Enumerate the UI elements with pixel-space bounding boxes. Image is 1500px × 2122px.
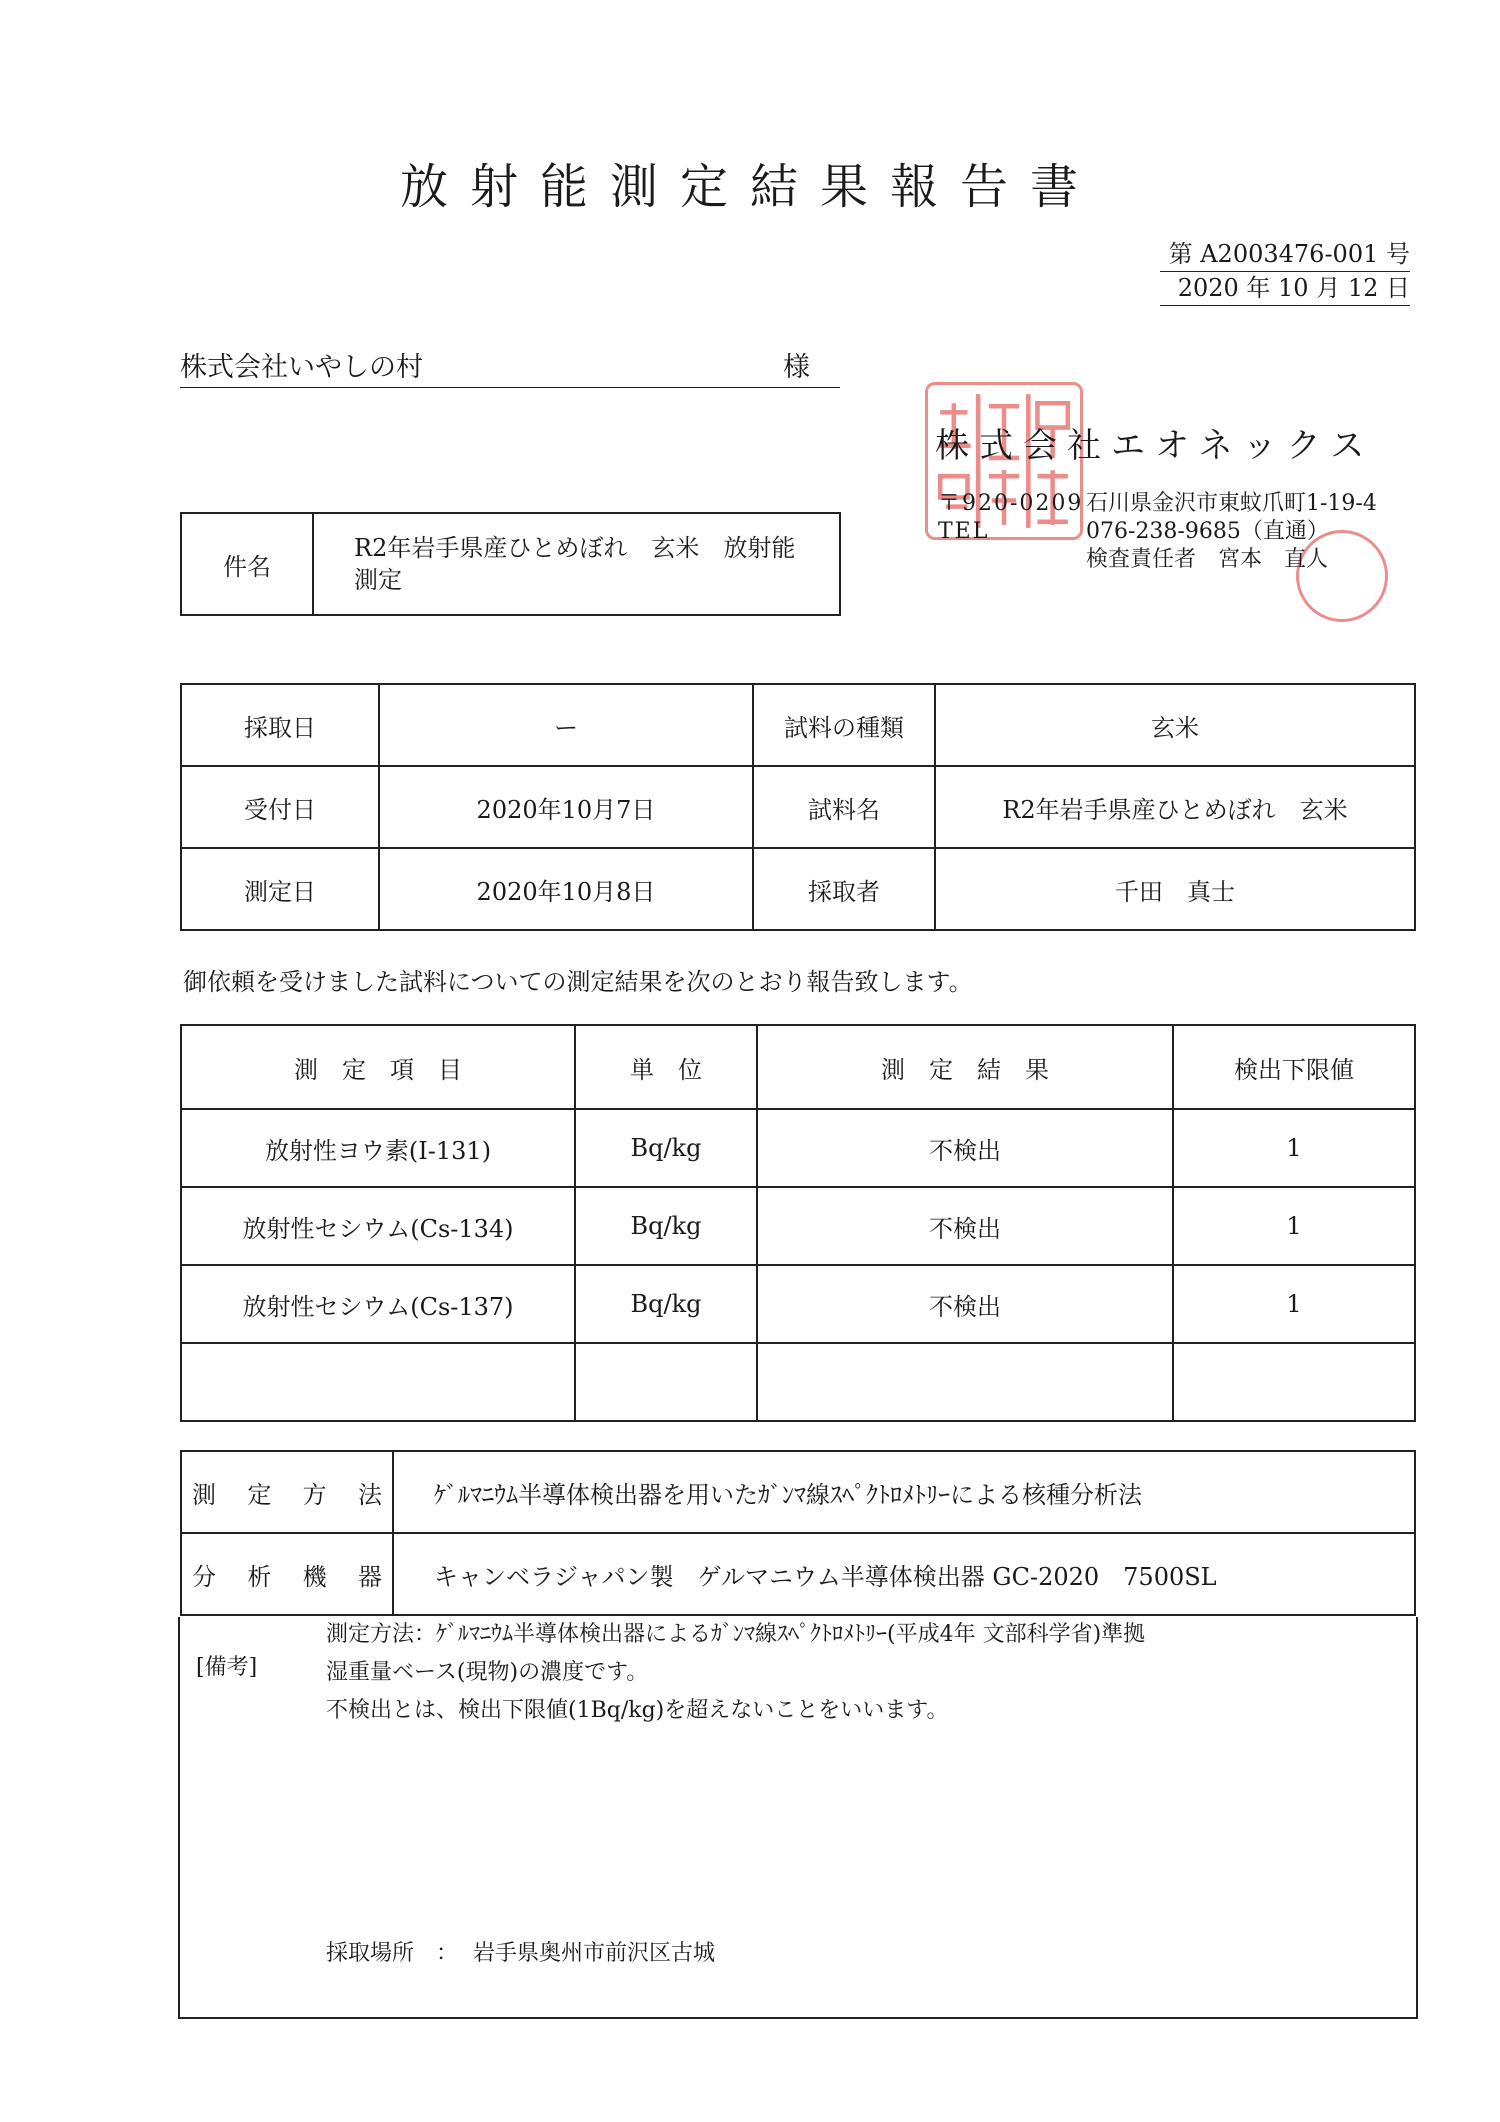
result-value: 不検出 [757, 1265, 1173, 1343]
info-value: 千田 真士 [935, 848, 1415, 930]
issuer-company: 株式会社エオネックス [935, 426, 1375, 466]
info-label: 測定日 [181, 848, 379, 930]
table-header-row [181, 1025, 1415, 1109]
method-label: 測定方法 [181, 1451, 393, 1533]
column-header: 測 定 結 果 [757, 1025, 1173, 1109]
info-value: R2年岩手県産ひとめぼれ 玄米 [935, 766, 1415, 848]
result-unit: Bq/kg [575, 1109, 757, 1187]
column-header: 検出下限値 [1173, 1025, 1415, 1109]
result-value: 不検出 [757, 1109, 1173, 1187]
table-row [181, 848, 1415, 930]
method-table [180, 1450, 1416, 1616]
info-label: 試料の種類 [753, 684, 935, 766]
issuer-postal: 〒920-0209 [938, 491, 1084, 516]
method-value: ｹﾞﾙﾏﾆｳﾑ半導体検出器を用いたｶﾞﾝﾏ線ｽﾍﾟｸﾄﾛﾒﾄﾘｰによる核種分析法 [393, 1451, 1415, 1533]
table-row [181, 1265, 1415, 1343]
sampling-place [326, 1936, 715, 1967]
issuer-inspector: 検査責任者 宮本 直人 [1086, 547, 1329, 572]
column-header: 測 定 項 目 [181, 1025, 575, 1109]
result-value: 不検出 [757, 1187, 1173, 1265]
sampling-place-label: 採取場所 ： [326, 1941, 459, 1966]
result-limit: 1 [1173, 1187, 1415, 1265]
remarks-text [326, 1616, 1145, 1730]
result-unit: Bq/kg [575, 1265, 757, 1343]
sampling-place-value: 岩手県奥州市前沢区古城 [473, 1941, 716, 1966]
result-limit: 1 [1173, 1265, 1415, 1343]
table-row [181, 1187, 1415, 1265]
issuer-tel-label: TEL [938, 519, 990, 544]
info-value: ー [379, 684, 753, 766]
info-label: 試料名 [753, 766, 935, 848]
issuer-address: 石川県金沢市東蚊爪町1-19-4 [1086, 491, 1377, 516]
document-date: 2020 年 10 月 12 日 [1160, 268, 1410, 306]
recipient-line [180, 345, 840, 388]
info-label: 採取日 [181, 684, 379, 766]
table-row [181, 1533, 1415, 1615]
table-row [181, 1109, 1415, 1187]
result-limit: 1 [1173, 1109, 1415, 1187]
results-table [180, 1024, 1416, 1422]
document-number: 第 A2003476-001 号 [1160, 234, 1410, 272]
sample-info-table [180, 683, 1416, 931]
remarks-label: [備考] [196, 1655, 258, 1680]
info-label: 受付日 [181, 766, 379, 848]
recipient-name: 株式会社いやしの村 [180, 352, 423, 383]
info-value: 2020年10月7日 [379, 766, 753, 848]
info-value: 玄米 [935, 684, 1415, 766]
instrument-label: 分析機器 [181, 1533, 393, 1615]
remarks-line: 湿重量ベース(現物)の濃度です。 [326, 1660, 649, 1685]
table-row [181, 1451, 1415, 1533]
result-item: 放射性ヨウ素(I-131) [181, 1109, 575, 1187]
subject-value: R2年岩手県産ひとめぼれ 玄米 放射能測定 [313, 513, 840, 615]
recipient-honorific: 様 [783, 352, 810, 383]
result-item: 放射性セシウム(Cs-134) [181, 1187, 575, 1265]
table-row [181, 766, 1415, 848]
intro-text: 御依頼を受けました試料についての測定結果を次のとおり報告致します。 [183, 968, 973, 996]
info-label: 採取者 [753, 848, 935, 930]
result-unit: Bq/kg [575, 1187, 757, 1265]
column-header: 単 位 [575, 1025, 757, 1109]
subject-table [180, 512, 841, 616]
issuer-address-block [938, 490, 1377, 574]
remarks-line: 測定方法：ｹﾞﾙﾏﾆｳﾑ半導体検出器によるｶﾞﾝﾏ線ｽﾍﾟｸﾄﾛﾒﾄﾘｰ(平成4年 文部科学省)準拠 [326, 1622, 1146, 1647]
issuer-tel: 076-238-9685（直通） [1086, 519, 1329, 544]
result-item: 放射性セシウム(Cs-137) [181, 1265, 575, 1343]
table-row [181, 684, 1415, 766]
report-title: 放射能測定結果報告書 [399, 159, 1100, 215]
instrument-value: キャンベラジャパン製 ゲルマニウム半導体検出器 GC-2020 7500SL [393, 1533, 1415, 1615]
subject-label: 件名 [181, 513, 313, 615]
remarks-line: 不検出とは、検出下限値(1Bq/kg)を超えないことをいいます。 [326, 1698, 949, 1723]
table-row-empty [181, 1343, 1415, 1421]
info-value: 2020年10月8日 [379, 848, 753, 930]
